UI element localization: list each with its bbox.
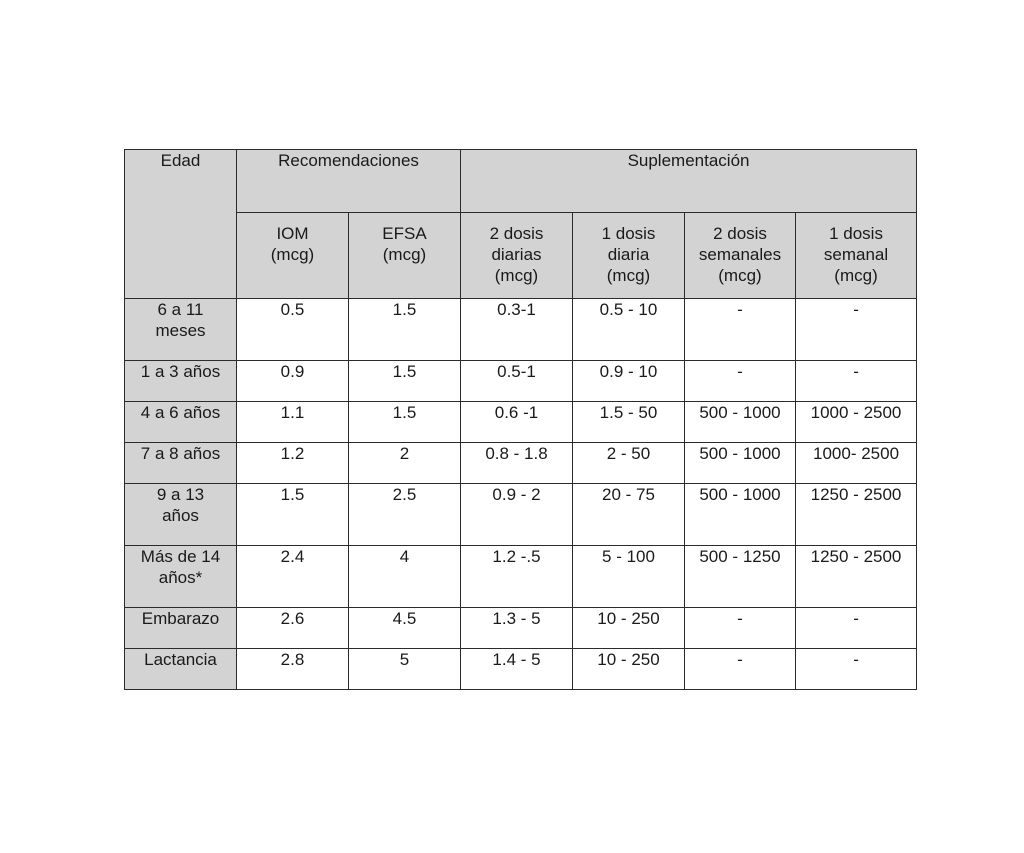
value-cell: 2.4 <box>237 546 349 608</box>
value-cell: 500 - 1000 <box>685 402 796 443</box>
age-cell <box>125 608 237 649</box>
header-2ds-line2: semanales <box>698 245 782 264</box>
age-line: Embarazo <box>141 609 220 628</box>
value-cell: - <box>796 299 917 361</box>
value-cell: 1.5 - 50 <box>573 402 685 443</box>
age-cell <box>125 484 237 546</box>
header-suplementacion <box>461 150 917 213</box>
value-cell: 0.6 -1 <box>461 402 573 443</box>
header-1dd-line1: 1 dosis <box>601 224 656 243</box>
header-2ds-line1: 2 dosis <box>713 224 767 243</box>
value-cell: 10 - 250 <box>573 608 685 649</box>
age-cell <box>125 402 237 443</box>
value-cell: 0.8 - 1.8 <box>461 443 573 484</box>
age-line: 6 a 11 <box>157 300 204 319</box>
table-row <box>125 546 917 608</box>
value-cell: 1250 - 2500 <box>796 546 917 608</box>
value-cell: 1.5 <box>349 361 461 402</box>
header-1ds-line2: semanal <box>823 245 889 264</box>
header-efsa-line2: (mcg) <box>382 245 427 264</box>
header-1-dosis-semanal <box>796 213 917 299</box>
table-row <box>125 608 917 649</box>
age-cell <box>125 443 237 484</box>
dose-recommendation-table <box>124 149 917 690</box>
age-cell <box>125 546 237 608</box>
value-cell: - <box>685 361 796 402</box>
header-edad <box>125 150 237 299</box>
value-cell: - <box>796 361 917 402</box>
value-cell: 1000- 2500 <box>796 443 917 484</box>
header-1ds-line3: (mcg) <box>834 266 878 285</box>
age-line: 7 a 8 años <box>140 444 221 463</box>
age-line: años <box>162 506 199 525</box>
value-cell: - <box>796 608 917 649</box>
header-2ds-line3: (mcg) <box>718 266 762 285</box>
header-1dd-line3: (mcg) <box>606 266 651 285</box>
age-line: 4 a 6 años <box>140 403 221 422</box>
value-cell: 0.9 - 10 <box>573 361 685 402</box>
value-cell: 1.2 -.5 <box>461 546 573 608</box>
value-cell: 500 - 1000 <box>685 443 796 484</box>
header-iom-line2: (mcg) <box>270 245 315 264</box>
value-cell: 0.5 <box>237 299 349 361</box>
value-cell: 0.5-1 <box>461 361 573 402</box>
value-cell: 4 <box>349 546 461 608</box>
header-2dd-line2: diarias <box>491 245 542 264</box>
age-line: 1 a 3 años <box>140 362 221 381</box>
value-cell: 1000 - 2500 <box>796 402 917 443</box>
header-recomendaciones <box>237 150 461 213</box>
value-cell: 5 <box>349 649 461 690</box>
table-row <box>125 299 917 361</box>
value-cell: 500 - 1000 <box>685 484 796 546</box>
value-cell: - <box>796 649 917 690</box>
value-cell: 0.3-1 <box>461 299 573 361</box>
value-cell: 10 - 250 <box>573 649 685 690</box>
value-cell: 4.5 <box>349 608 461 649</box>
table-row <box>125 649 917 690</box>
table-row <box>125 484 917 546</box>
value-cell: 2.8 <box>237 649 349 690</box>
header-2-dosis-semanales <box>685 213 796 299</box>
age-line: Lactancia <box>144 650 217 669</box>
table-row <box>125 402 917 443</box>
age-line: años* <box>158 568 203 587</box>
header-efsa-line1: EFSA <box>382 224 427 243</box>
value-cell: 0.5 - 10 <box>573 299 685 361</box>
header-iom <box>237 213 349 299</box>
value-cell: 1.4 - 5 <box>461 649 573 690</box>
header-1-dosis-diaria <box>573 213 685 299</box>
age-cell <box>125 649 237 690</box>
value-cell: 1.5 <box>237 484 349 546</box>
header-2-dosis-diarias <box>461 213 573 299</box>
value-cell: 1250 - 2500 <box>796 484 917 546</box>
value-cell: 1.5 <box>349 299 461 361</box>
table-row <box>125 361 917 402</box>
age-line: Más de 14 <box>140 547 221 566</box>
header-iom-line1: IOM <box>276 224 309 243</box>
value-cell: 1.1 <box>237 402 349 443</box>
value-cell: 2 - 50 <box>573 443 685 484</box>
value-cell: 1.3 - 5 <box>461 608 573 649</box>
age-cell <box>125 299 237 361</box>
age-cell <box>125 361 237 402</box>
value-cell: 20 - 75 <box>573 484 685 546</box>
header-suplementacion-label: Suplementación <box>627 151 750 170</box>
value-cell: 2.6 <box>237 608 349 649</box>
header-2dd-line3: (mcg) <box>494 266 539 285</box>
age-line: 9 a 13 <box>156 485 205 504</box>
value-cell: 0.9 - 2 <box>461 484 573 546</box>
value-cell: 1.2 <box>237 443 349 484</box>
header-1dd-line2: diaria <box>607 245 650 264</box>
value-cell: 1.5 <box>349 402 461 443</box>
header-edad-label: Edad <box>160 151 201 170</box>
value-cell: 2 <box>349 443 461 484</box>
table-row <box>125 443 917 484</box>
value-cell: 5 - 100 <box>573 546 685 608</box>
value-cell: 500 - 1250 <box>685 546 796 608</box>
header-efsa <box>349 213 461 299</box>
header-1ds-line1: 1 dosis <box>829 224 883 243</box>
value-cell: - <box>685 299 796 361</box>
value-cell: 2.5 <box>349 484 461 546</box>
value-cell: - <box>685 649 796 690</box>
value-cell: 0.9 <box>237 361 349 402</box>
value-cell: - <box>685 608 796 649</box>
header-2dd-line1: 2 dosis <box>489 224 544 243</box>
header-recomendaciones-label: Recomendaciones <box>278 151 419 170</box>
age-line: meses <box>155 321 206 340</box>
